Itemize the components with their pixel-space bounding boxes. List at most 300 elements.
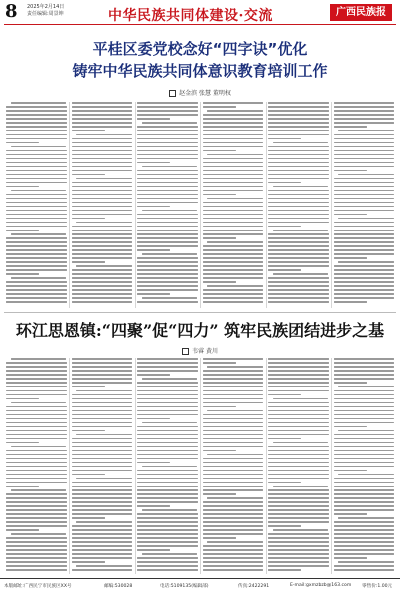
- text-line: [6, 241, 67, 243]
- text-line: [137, 178, 198, 180]
- text-line: [268, 126, 329, 128]
- text-line: [334, 150, 395, 152]
- text-line: [334, 422, 395, 424]
- text-line: [268, 134, 329, 136]
- text-line: [72, 150, 133, 152]
- text-line: [334, 501, 395, 503]
- text-line: [268, 537, 329, 539]
- text-line: [273, 273, 329, 275]
- text-line: [334, 190, 395, 192]
- text-line: [273, 142, 329, 144]
- text-line: [72, 482, 133, 484]
- column-separator: [266, 102, 267, 308]
- text-line: [268, 370, 329, 372]
- text-line: [72, 158, 133, 160]
- text-line: [137, 154, 198, 156]
- text-line: [268, 426, 329, 428]
- text-line: [203, 214, 264, 216]
- text-line: [334, 529, 395, 531]
- text-line: [76, 478, 132, 480]
- text-line: [203, 501, 264, 503]
- text-line: [203, 261, 264, 263]
- text-line: [203, 553, 264, 555]
- text-line: [72, 378, 133, 380]
- text-line: [203, 150, 236, 152]
- text-line: [268, 410, 329, 412]
- footer-fax: 传真:2422291: [238, 584, 270, 589]
- text-line: [203, 394, 264, 396]
- text-line: [268, 430, 329, 432]
- text-line: [203, 358, 264, 360]
- text-line: [268, 293, 329, 295]
- text-line: [334, 458, 395, 460]
- text-line: [6, 154, 67, 156]
- text-line: [137, 230, 198, 232]
- text-line: [6, 434, 67, 436]
- text-line: [203, 446, 264, 448]
- text-line: [268, 178, 329, 180]
- text-line: [203, 438, 264, 440]
- text-line: [334, 398, 395, 400]
- text-line: [268, 253, 329, 255]
- text-line: [203, 513, 264, 515]
- text-line: [334, 545, 395, 547]
- text-line: [72, 497, 133, 499]
- text-line: [72, 218, 105, 220]
- text-line: [203, 194, 236, 196]
- text-line: [203, 430, 264, 432]
- text-column: [137, 358, 198, 573]
- text-line: [72, 458, 133, 460]
- text-line: [207, 541, 263, 543]
- text-line: [72, 414, 133, 416]
- text-line: [334, 394, 395, 396]
- text-line: [334, 118, 395, 120]
- text-line: [11, 533, 67, 535]
- text-line: [72, 277, 133, 279]
- text-line: [137, 182, 198, 184]
- text-line: [6, 478, 67, 480]
- footer-publisher: 本版邮址:广西民宁市民族区XX号: [4, 584, 72, 589]
- text-line: [334, 182, 395, 184]
- text-line: [203, 170, 264, 172]
- text-line: [334, 241, 395, 243]
- text-line: [334, 462, 395, 464]
- text-line: [268, 422, 329, 424]
- text-line: [72, 230, 133, 232]
- text-line: [268, 378, 329, 380]
- text-line: [268, 362, 329, 364]
- text-line: [203, 434, 264, 436]
- text-line: [203, 402, 264, 404]
- text-line: [268, 557, 329, 559]
- text-line: [203, 166, 264, 168]
- text-line: [6, 486, 39, 488]
- text-line: [6, 418, 67, 420]
- text-line: [72, 430, 105, 432]
- text-line: [334, 489, 395, 491]
- text-line: [72, 106, 133, 108]
- text-line: [273, 486, 329, 488]
- text-line: [72, 426, 133, 428]
- text-line: [137, 114, 198, 116]
- text-line: [338, 474, 394, 476]
- text-line: [334, 390, 395, 392]
- text-line: [334, 202, 395, 204]
- text-line: [334, 358, 395, 360]
- text-line: [268, 102, 329, 104]
- text-line: [334, 158, 395, 160]
- text-line: [137, 281, 198, 283]
- text-line: [72, 533, 133, 535]
- text-line: [6, 569, 67, 571]
- text-line: [137, 194, 198, 196]
- text-line: [6, 501, 67, 503]
- text-line: [137, 525, 198, 527]
- text-line: [6, 257, 67, 259]
- text-line: [203, 186, 264, 188]
- text-line: [142, 210, 198, 212]
- text-line: [207, 410, 263, 412]
- text-line: [203, 206, 264, 208]
- text-line: [6, 553, 67, 555]
- text-line: [72, 186, 133, 188]
- text-line: [6, 470, 67, 472]
- text-line: [203, 470, 264, 472]
- text-line: [6, 509, 67, 511]
- column-separator: [200, 102, 201, 308]
- text-line: [268, 182, 301, 184]
- text-line: [203, 122, 264, 124]
- text-line: [6, 142, 39, 144]
- text-line: [137, 146, 198, 148]
- text-line: [334, 186, 395, 188]
- paper-name-badge: 广西民族报: [330, 4, 392, 21]
- text-line: [334, 438, 395, 440]
- byline-box-icon: [169, 90, 176, 97]
- text-line: [334, 269, 395, 271]
- text-line: [268, 265, 329, 267]
- text-line: [203, 162, 264, 164]
- text-line: [268, 466, 329, 468]
- text-line: [137, 245, 198, 247]
- text-line: [72, 301, 133, 303]
- text-line: [6, 285, 67, 287]
- text-line: [72, 170, 133, 172]
- text-line: [137, 489, 198, 491]
- text-line: [334, 497, 395, 499]
- text-line: [203, 382, 264, 384]
- text-line: [137, 565, 198, 567]
- article-divider: [4, 312, 396, 313]
- text-line: [6, 561, 67, 563]
- text-line: [137, 366, 198, 368]
- text-line: [137, 277, 198, 279]
- text-line: [334, 162, 395, 164]
- text-line: [268, 505, 329, 507]
- text-line: [72, 273, 133, 275]
- footer-postcode: 邮编:530028: [104, 584, 133, 589]
- text-line: [137, 226, 198, 228]
- text-line: [137, 218, 198, 220]
- text-line: [334, 170, 367, 172]
- text-line: [203, 517, 264, 519]
- text-line: [137, 285, 198, 287]
- text-line: [137, 289, 198, 291]
- text-line: [72, 557, 133, 559]
- text-line: [334, 442, 395, 444]
- text-line: [203, 230, 264, 232]
- text-line: [6, 462, 67, 464]
- text-line: [338, 386, 394, 388]
- text-line: [72, 237, 133, 239]
- text-line: [334, 230, 395, 232]
- text-line: [6, 114, 67, 116]
- text-line: [334, 434, 395, 436]
- column-separator: [69, 102, 70, 308]
- text-line: [6, 210, 67, 212]
- text-line: [207, 285, 263, 287]
- text-line: [137, 545, 198, 547]
- text-line: [6, 166, 67, 168]
- text-line: [334, 565, 395, 567]
- text-line: [334, 265, 395, 267]
- text-line: [72, 110, 133, 112]
- text-line: [268, 289, 329, 291]
- text-line: [334, 166, 395, 168]
- text-line: [203, 362, 236, 364]
- text-line: [268, 390, 329, 392]
- text-line: [72, 245, 133, 247]
- text-line: [6, 458, 67, 460]
- editor-credit: 责任编辑:周景坤: [27, 11, 64, 17]
- text-line: [203, 557, 264, 559]
- text-line: [142, 378, 198, 380]
- text-line: [268, 565, 329, 567]
- text-line: [334, 281, 395, 283]
- section-title: 中华民族共同体建设·交流: [108, 8, 273, 24]
- text-line: [268, 517, 329, 519]
- text-line: [72, 241, 133, 243]
- text-line: [137, 493, 198, 495]
- text-line: [268, 146, 329, 148]
- text-line: [334, 301, 367, 303]
- text-line: [6, 158, 67, 160]
- text-line: [6, 134, 67, 136]
- article2-byline: [0, 346, 400, 355]
- text-line: [72, 422, 133, 424]
- text-line: [6, 245, 67, 247]
- article2-headline: 环江思恩镇:“四聚”促“四力” 筑牢民族团结进步之基: [15, 321, 385, 340]
- text-line: [334, 249, 395, 251]
- text-line: [203, 134, 264, 136]
- text-line: [203, 289, 264, 291]
- text-line: [268, 154, 329, 156]
- text-line: [11, 146, 67, 148]
- text-line: [72, 370, 133, 372]
- text-line: [137, 150, 198, 152]
- text-line: [137, 541, 198, 543]
- text-line: [268, 450, 329, 452]
- text-line: [137, 398, 198, 400]
- text-line: [137, 362, 198, 364]
- text-line: [6, 414, 67, 416]
- text-line: [72, 450, 133, 452]
- text-line: [273, 442, 329, 444]
- text-line: [72, 438, 133, 440]
- text-line: [268, 158, 329, 160]
- text-line: [203, 218, 264, 220]
- text-line: [6, 370, 67, 372]
- text-line: [203, 269, 264, 271]
- text-line: [137, 438, 198, 440]
- text-line: [137, 486, 198, 488]
- text-line: [72, 154, 133, 156]
- text-line: [6, 529, 39, 531]
- text-column: [203, 358, 264, 573]
- text-line: [72, 406, 133, 408]
- text-line: [203, 474, 264, 476]
- text-line: [72, 297, 133, 299]
- text-line: [334, 257, 367, 259]
- text-line: [203, 561, 264, 563]
- text-line: [268, 501, 329, 503]
- text-line: [6, 226, 67, 228]
- text-line: [137, 430, 198, 432]
- text-line: [203, 301, 264, 303]
- text-line: [334, 410, 395, 412]
- text-line: [72, 198, 133, 200]
- text-line: [203, 533, 264, 535]
- text-line: [72, 194, 133, 196]
- text-line: [334, 466, 395, 468]
- text-line: [203, 202, 264, 204]
- text-line: [72, 114, 133, 116]
- text-line: [268, 214, 329, 216]
- text-line: [72, 505, 133, 507]
- text-line: [334, 426, 367, 428]
- text-line: [6, 430, 67, 432]
- text-line: [137, 206, 170, 208]
- text-line: [203, 406, 236, 408]
- text-line: [334, 226, 395, 228]
- text-line: [137, 517, 198, 519]
- text-line: [268, 474, 329, 476]
- text-line: [203, 386, 264, 388]
- text-line: [137, 521, 198, 523]
- text-line: [137, 202, 198, 204]
- text-line: [203, 489, 264, 491]
- text-line: [338, 430, 394, 432]
- text-line: [137, 474, 198, 476]
- text-line: [6, 390, 67, 392]
- text-line: [72, 466, 133, 468]
- text-line: [6, 525, 67, 527]
- text-line: [72, 394, 133, 396]
- text-line: [203, 273, 264, 275]
- text-line: [334, 233, 395, 235]
- text-line: [6, 557, 67, 559]
- text-line: [203, 146, 264, 148]
- text-line: [268, 122, 329, 124]
- text-line: [6, 386, 67, 388]
- text-line: [338, 561, 394, 563]
- text-line: [203, 102, 264, 104]
- text-line: [142, 297, 198, 299]
- text-line: [72, 249, 133, 251]
- text-line: [76, 565, 132, 567]
- text-line: [6, 545, 67, 547]
- text-line: [334, 569, 395, 571]
- text-line: [76, 222, 132, 224]
- text-line: [334, 525, 395, 527]
- text-line: [207, 241, 263, 243]
- text-line: [137, 261, 198, 263]
- issue-date: 2025年2月14日: [27, 4, 65, 10]
- text-line: [268, 525, 301, 527]
- text-line: [76, 265, 132, 267]
- text-line: [268, 218, 329, 220]
- text-line: [273, 529, 329, 531]
- text-line: [11, 233, 67, 235]
- text-line: [137, 301, 198, 303]
- text-line: [137, 237, 198, 239]
- text-line: [334, 478, 395, 480]
- text-line: [137, 110, 198, 112]
- text-line: [6, 150, 67, 152]
- text-line: [72, 501, 133, 503]
- text-line: [137, 257, 198, 259]
- text-line: [203, 277, 264, 279]
- text-line: [76, 521, 132, 523]
- text-line: [268, 174, 329, 176]
- text-line: [137, 394, 198, 396]
- text-line: [334, 285, 395, 287]
- text-line: [334, 450, 395, 452]
- text-line: [203, 450, 236, 452]
- text-line: [268, 257, 329, 259]
- text-column: [72, 358, 133, 573]
- text-line: [203, 478, 264, 480]
- text-line: [268, 269, 301, 271]
- text-line: [334, 210, 395, 212]
- text-line: [268, 358, 329, 360]
- text-line: [137, 557, 198, 559]
- text-line: [268, 277, 329, 279]
- text-line: [203, 565, 264, 567]
- text-line: [72, 138, 133, 140]
- text-line: [6, 474, 67, 476]
- text-line: [72, 257, 133, 259]
- text-line: [72, 162, 133, 164]
- text-line: [72, 549, 133, 551]
- text-line: [203, 505, 264, 507]
- text-line: [72, 545, 133, 547]
- text-line: [334, 110, 395, 112]
- text-line: [203, 486, 264, 488]
- text-line: [137, 501, 198, 503]
- text-line: [72, 382, 133, 384]
- text-line: [137, 386, 198, 388]
- text-line: [203, 253, 264, 255]
- text-line: [137, 426, 198, 428]
- text-line: [72, 486, 133, 488]
- text-line: [338, 130, 394, 132]
- text-line: [72, 122, 133, 124]
- text-line: [268, 210, 329, 212]
- text-line: [203, 374, 264, 376]
- text-line: [268, 150, 329, 152]
